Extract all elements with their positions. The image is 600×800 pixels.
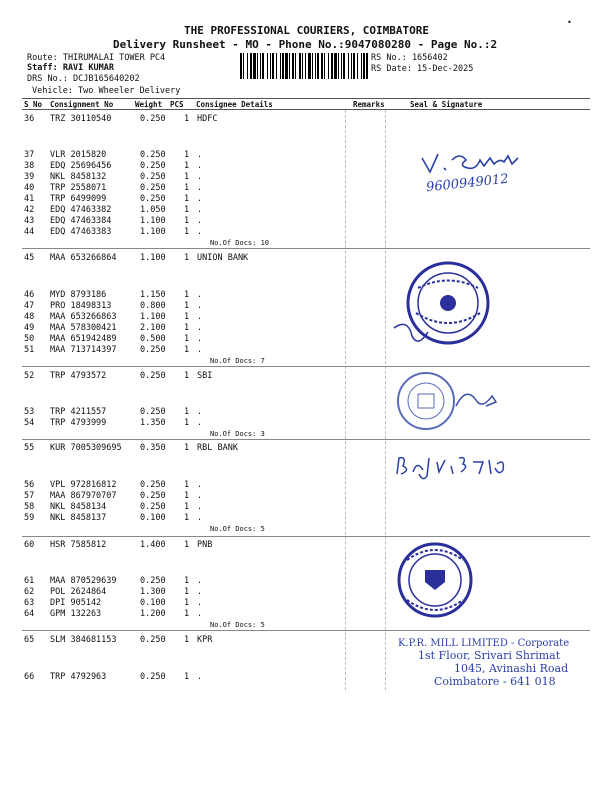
table-row <box>0 253 600 263</box>
row-consignment: MAA 867970707 <box>50 491 117 501</box>
table-row <box>0 205 600 215</box>
row-consignee: . <box>197 216 203 226</box>
row-pcs: 1 <box>184 334 190 344</box>
doc-count: No.Of Docs: 5 <box>210 621 265 629</box>
row-consignment: MAA 653266864 <box>50 253 117 263</box>
rbl-signature-text <box>393 452 402 453</box>
row-consignment: MAA 713714397 <box>50 345 117 355</box>
row-sno: 61 <box>24 576 35 586</box>
table-row <box>0 598 600 608</box>
row-pcs: 1 <box>184 301 190 311</box>
row-consignee: . <box>197 576 203 586</box>
row-weight: 1.100 <box>140 216 166 226</box>
row-weight: 2.100 <box>140 323 166 333</box>
row-weight: 0.250 <box>140 161 166 171</box>
row-consignee: . <box>197 513 203 523</box>
kpr-stamp <box>398 638 569 688</box>
row-sno: 37 <box>24 150 35 160</box>
table-row <box>0 345 600 355</box>
kpr-stamp-line1: K.P.R. MILL LIMITED - Corporate <box>398 638 570 649</box>
table-row <box>0 407 600 417</box>
row-sno: 63 <box>24 598 35 608</box>
row-consignee: . <box>197 345 203 355</box>
row-weight: 0.250 <box>140 491 166 501</box>
page-subtitle: Delivery Runsheet - MO - Phone No.:9047080280 - Page No.:2 <box>113 38 498 51</box>
rbl-signature <box>393 452 523 488</box>
row-sno: 36 <box>24 114 35 124</box>
row-weight: 1.350 <box>140 418 166 428</box>
row-pcs: 1 <box>184 587 190 597</box>
row-sno: 44 <box>24 227 35 237</box>
row-pcs: 1 <box>184 635 190 645</box>
row-pcs: 1 <box>184 443 190 453</box>
row-sno: 60 <box>24 540 35 550</box>
row-weight: 0.250 <box>140 502 166 512</box>
row-consignment: MAA 870529639 <box>50 576 117 586</box>
row-pcs: 1 <box>184 205 190 215</box>
row-sno: 57 <box>24 491 35 501</box>
row-consignment: MYD 8793186 <box>50 290 107 300</box>
row-weight: 1.150 <box>140 290 166 300</box>
col-remarks: Remarks <box>353 100 385 109</box>
row-consignee: . <box>197 227 203 237</box>
row-consignment: MAA 578300421 <box>50 323 117 333</box>
row-consignee: . <box>197 183 203 193</box>
row-consignment: TRP 4792963 <box>50 672 107 682</box>
row-weight: 0.250 <box>140 480 166 490</box>
row-consignee: HDFC <box>197 114 218 124</box>
row-pcs: 1 <box>184 150 190 160</box>
row-consignment: TRP 4793999 <box>50 418 107 428</box>
row-consignment: NKL 8458132 <box>50 172 107 182</box>
sbi-stamp <box>396 366 506 440</box>
staff-label: Staff: RAVI KUMAR <box>27 63 114 73</box>
row-consignee: UNION BANK <box>197 253 249 263</box>
doc-count: No.Of Docs: 10 <box>210 239 270 247</box>
row-consignee: PNB <box>197 540 213 550</box>
row-consignment: NKL 8458134 <box>50 502 107 512</box>
table-row <box>0 491 600 501</box>
row-sno: 55 <box>24 443 35 453</box>
table-row <box>0 587 600 597</box>
table-row <box>0 418 600 428</box>
row-consignee: . <box>197 301 203 311</box>
row-pcs: 1 <box>184 161 190 171</box>
row-pcs: 1 <box>184 183 190 193</box>
row-pcs: 1 <box>184 672 190 682</box>
row-weight: 0.250 <box>140 172 166 182</box>
row-consignee: . <box>197 491 203 501</box>
table-row <box>0 502 600 512</box>
row-consignment: KUR 7005309695 <box>50 443 122 453</box>
col-sno: S No <box>24 100 43 109</box>
row-weight: 0.250 <box>140 114 166 124</box>
group-divider <box>22 248 590 249</box>
row-consignment: TRP 6499099 <box>50 194 107 204</box>
row-consignment: DPI 905142 <box>50 598 102 608</box>
corner-mark: • <box>567 18 572 27</box>
col-weight: Weight <box>135 100 163 109</box>
table-row <box>0 371 600 381</box>
row-sno: 49 <box>24 323 35 333</box>
row-weight: 0.500 <box>140 334 166 344</box>
row-consignee: . <box>197 312 203 322</box>
row-consignment: TRP 4793572 <box>50 371 107 381</box>
row-weight: 1.400 <box>140 540 166 550</box>
kpr-stamp-line3: 1045, Avinashi Road <box>454 662 569 675</box>
row-sno: 59 <box>24 513 35 523</box>
row-weight: 0.250 <box>140 194 166 204</box>
row-pcs: 1 <box>184 598 190 608</box>
row-sno: 51 <box>24 345 35 355</box>
row-weight: 1.100 <box>140 253 166 263</box>
row-consignee: . <box>197 598 203 608</box>
hdfc-signature-name <box>422 150 427 151</box>
row-pcs: 1 <box>184 513 190 523</box>
table-row <box>0 290 600 300</box>
row-consignee: KPR <box>197 635 213 645</box>
kpr-stamp-line2: 1st Floor, Srivari Shrimat <box>418 649 561 662</box>
row-weight: 1.200 <box>140 609 166 619</box>
row-weight: 1.050 <box>140 205 166 215</box>
col-seal: Seal & Signature <box>410 100 483 109</box>
row-sno: 58 <box>24 502 35 512</box>
table-row <box>0 216 600 226</box>
row-pcs: 1 <box>184 345 190 355</box>
row-sno: 54 <box>24 418 35 428</box>
row-weight: 0.250 <box>140 345 166 355</box>
row-consignee: . <box>197 502 203 512</box>
row-consignment: EDQ 47463382 <box>50 205 112 215</box>
kpr-stamp-line4: Coimbatore - 641 018 <box>434 675 556 688</box>
row-pcs: 1 <box>184 418 190 428</box>
row-consignee: . <box>197 323 203 333</box>
row-sno: 42 <box>24 205 35 215</box>
row-consignee: . <box>197 161 203 171</box>
row-consignment: MAA 653266863 <box>50 312 117 322</box>
vehicle-label: Vehicle: Two Wheeler Delivery <box>32 86 181 96</box>
row-consignee: . <box>197 609 203 619</box>
row-consignee: . <box>197 290 203 300</box>
row-weight: 0.100 <box>140 598 166 608</box>
row-pcs: 1 <box>184 172 190 182</box>
row-sno: 43 <box>24 216 35 226</box>
hdfc-signature <box>418 150 548 196</box>
table-row <box>0 334 600 344</box>
row-weight: 0.250 <box>140 635 166 645</box>
table-row <box>0 114 600 124</box>
row-pcs: 1 <box>184 491 190 501</box>
row-sno: 64 <box>24 609 35 619</box>
row-consignment: TRZ 30110540 <box>50 114 112 124</box>
row-pcs: 1 <box>184 290 190 300</box>
barcode <box>240 53 368 79</box>
hdfc-signature-phone: 9600949012 <box>425 171 510 196</box>
rs-number: RS No.: 1656402 <box>371 53 448 63</box>
row-consignment: TRP 4211557 <box>50 407 107 417</box>
table-row <box>0 301 600 311</box>
doc-count: No.Of Docs: 7 <box>210 357 265 365</box>
row-weight: 1.100 <box>140 312 166 322</box>
row-pcs: 1 <box>184 576 190 586</box>
row-sno: 53 <box>24 407 35 417</box>
row-consignment: GPM 132263 <box>50 609 102 619</box>
row-sno: 38 <box>24 161 35 171</box>
row-sno: 62 <box>24 587 35 597</box>
row-pcs: 1 <box>184 371 190 381</box>
table-row <box>0 323 600 333</box>
row-consignee: . <box>197 418 203 428</box>
pnb-stamp <box>395 540 475 624</box>
col-pcs: PCS <box>170 100 184 109</box>
row-weight: 0.250 <box>140 150 166 160</box>
row-consignee: SBI <box>197 371 213 381</box>
col-consignment: Consignment No <box>50 100 114 109</box>
group-divider <box>22 536 590 537</box>
row-consignment: HSR 7585812 <box>50 540 107 550</box>
row-consignment: VPL 972816812 <box>50 480 117 490</box>
row-sno: 65 <box>24 635 35 645</box>
row-consignee: . <box>197 172 203 182</box>
row-sno: 46 <box>24 290 35 300</box>
row-consignee: . <box>197 480 203 490</box>
doc-count: No.Of Docs: 3 <box>210 430 265 438</box>
row-pcs: 1 <box>184 502 190 512</box>
row-consignment: SLM 384681153 <box>50 635 117 645</box>
row-sno: 41 <box>24 194 35 204</box>
row-consignment: POL 2624864 <box>50 587 107 597</box>
row-pcs: 1 <box>184 407 190 417</box>
table-row <box>0 609 600 619</box>
col-consignee: Consignee Details <box>196 100 273 109</box>
row-weight: 1.300 <box>140 587 166 597</box>
row-weight: 0.250 <box>140 672 166 682</box>
row-consignee: . <box>197 334 203 344</box>
table-row <box>0 513 600 523</box>
drs-label: DRS No.: DCJB165640202 <box>27 74 140 84</box>
doc-count: No.Of Docs: 5 <box>210 525 265 533</box>
row-pcs: 1 <box>184 540 190 550</box>
row-consignment: NKL 8458137 <box>50 513 107 523</box>
row-sno: 45 <box>24 253 35 263</box>
row-sno: 40 <box>24 183 35 193</box>
row-sno: 47 <box>24 301 35 311</box>
row-weight: 0.100 <box>140 513 166 523</box>
row-consignment: VLR 2015820 <box>50 150 107 160</box>
row-pcs: 1 <box>184 253 190 263</box>
row-consignment: TRP 2558071 <box>50 183 107 193</box>
row-consignment: EDQ 25696456 <box>50 161 112 171</box>
row-sno: 66 <box>24 672 35 682</box>
row-pcs: 1 <box>184 216 190 226</box>
row-consignee: RBL BANK <box>197 443 238 453</box>
row-weight: 1.100 <box>140 227 166 237</box>
row-consignment: PRO 18498313 <box>50 301 112 311</box>
row-pcs: 1 <box>184 227 190 237</box>
row-consignment: EDQ 47463384 <box>50 216 112 226</box>
union-bank-stamp <box>388 258 508 352</box>
route-label: Route: THIRUMALAI TOWER PC4 <box>27 53 166 63</box>
group-divider <box>22 630 590 631</box>
table-row <box>0 312 600 322</box>
row-pcs: 1 <box>184 323 190 333</box>
row-consignee: . <box>197 194 203 204</box>
row-weight: 0.250 <box>140 407 166 417</box>
row-sno: 52 <box>24 371 35 381</box>
row-pcs: 1 <box>184 194 190 204</box>
row-weight: 0.250 <box>140 183 166 193</box>
company-title: THE PROFESSIONAL COURIERS, COIMBATORE <box>184 24 430 37</box>
rs-date: RS Date: 15-Dec-2025 <box>371 64 474 74</box>
row-pcs: 1 <box>184 114 190 124</box>
row-weight: 0.800 <box>140 301 166 311</box>
row-sno: 39 <box>24 172 35 182</box>
row-consignment: EDQ 47463383 <box>50 227 112 237</box>
row-pcs: 1 <box>184 609 190 619</box>
row-consignee: . <box>197 587 203 597</box>
row-pcs: 1 <box>184 480 190 490</box>
row-consignee: . <box>197 150 203 160</box>
table-row <box>0 227 600 237</box>
row-weight: 0.250 <box>140 576 166 586</box>
row-consignment: MAA 651942489 <box>50 334 117 344</box>
row-sno: 50 <box>24 334 35 344</box>
row-weight: 0.350 <box>140 443 166 453</box>
row-sno: 56 <box>24 480 35 490</box>
row-consignee: . <box>197 205 203 215</box>
row-consignee: . <box>197 407 203 417</box>
row-weight: 0.250 <box>140 371 166 381</box>
table-row <box>0 576 600 586</box>
row-pcs: 1 <box>184 312 190 322</box>
row-sno: 48 <box>24 312 35 322</box>
row-consignee: . <box>197 672 203 682</box>
table-row <box>0 540 600 550</box>
